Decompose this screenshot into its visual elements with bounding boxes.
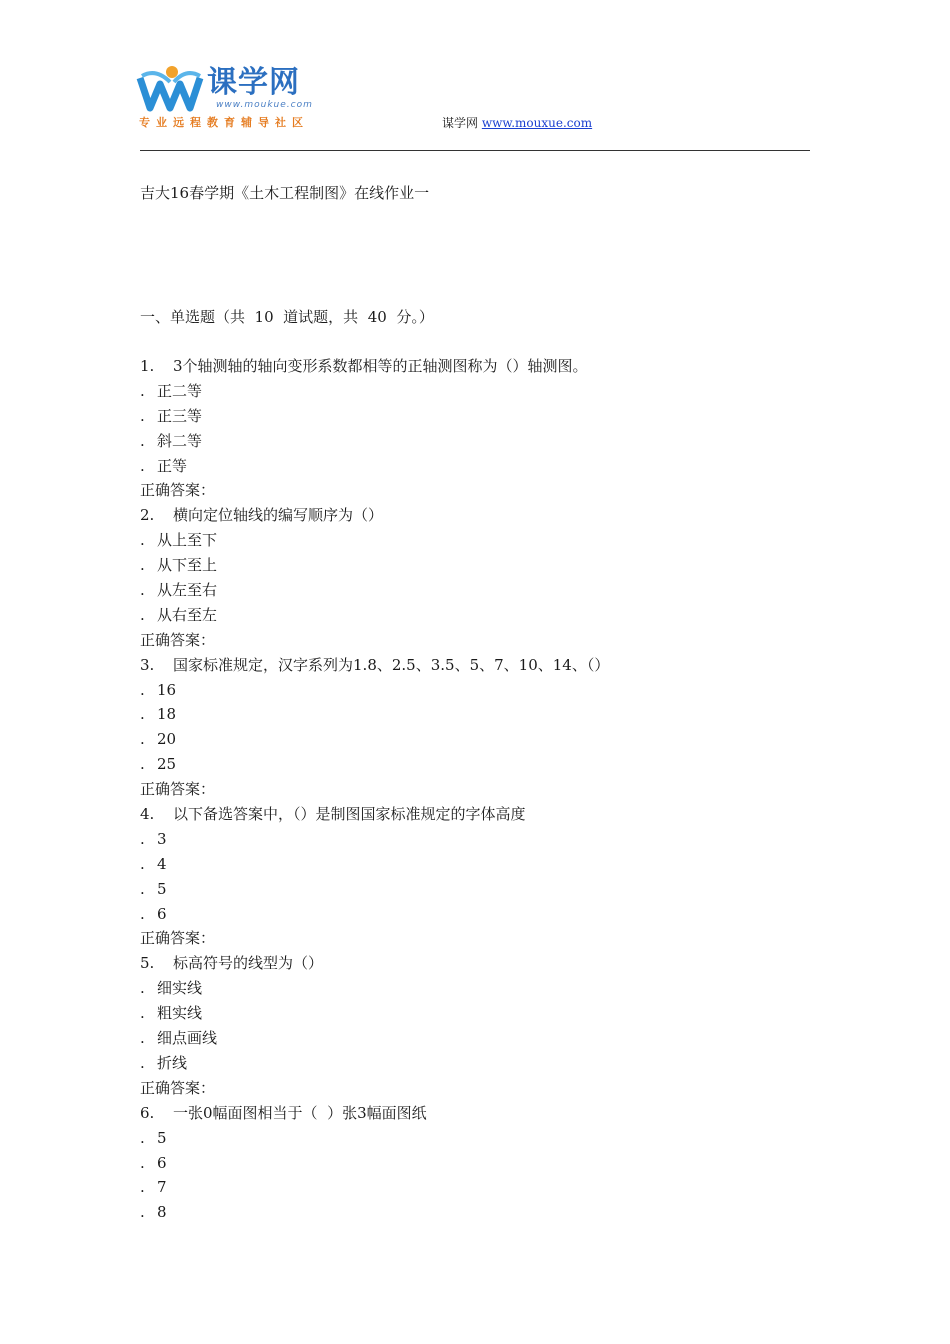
option-marker: . (140, 431, 145, 450)
answer-option (140, 877, 609, 902)
option-text: 细点画线 (157, 1029, 218, 1048)
question-text: 国家标准规定，汉字系列为1.8、2.5、3.5、5、7、10、14、（） (173, 655, 610, 674)
option-text: 从上至下 (157, 531, 218, 550)
question-number: 3. (140, 655, 155, 674)
option-text: 25 (157, 755, 177, 774)
option-marker: . (140, 904, 145, 923)
answer-option (140, 902, 609, 927)
option-marker: . (140, 1128, 145, 1147)
option-text: 7 (157, 1178, 167, 1197)
answer-option (140, 752, 609, 777)
option-text: 16 (157, 680, 177, 699)
answer-option (140, 976, 609, 1001)
question-text: 一张0幅面图相当于（ ）张3幅面图纸 (173, 1103, 427, 1122)
option-marker: . (140, 406, 145, 425)
answer-option (140, 379, 609, 404)
header-divider (140, 150, 810, 151)
option-text: 从下至上 (157, 556, 218, 575)
book-logo-icon (136, 64, 206, 114)
question-number: 6. (140, 1103, 155, 1122)
option-marker: . (140, 730, 145, 749)
site-label: 谋学网 (442, 116, 479, 130)
question-text: 标高符号的线型为（） (173, 954, 324, 973)
answer-label: 正确答案： (140, 630, 216, 649)
answer-option (140, 1026, 609, 1051)
option-text: 正等 (157, 456, 188, 475)
option-marker: . (140, 705, 145, 724)
logo-slogan: 专业远程教育辅导社区 (139, 116, 309, 129)
option-marker: . (140, 829, 145, 848)
option-text: 斜二等 (157, 431, 203, 450)
option-text: 18 (157, 705, 177, 724)
answer-option (140, 1175, 609, 1200)
question-text: 3个轴测轴的轴向变形系数都相等的正轴测图称为（）轴测图。 (173, 357, 588, 375)
answer-option (140, 1051, 609, 1076)
question-stem (140, 354, 609, 379)
answer-option (140, 1126, 609, 1151)
question-stem (140, 503, 609, 528)
question-stem (140, 802, 609, 827)
answer-option (140, 578, 609, 603)
option-marker: . (140, 1178, 145, 1197)
answer-option (140, 553, 609, 578)
section-heading: 一、单选题（共 10 道试题，共 40 分。） (140, 308, 434, 326)
answer-option (140, 1151, 609, 1176)
answer-option (140, 603, 609, 628)
option-marker: . (140, 879, 145, 898)
option-text: 粗实线 (157, 1004, 203, 1023)
option-text: 8 (157, 1203, 167, 1222)
logo-wordmark: 课学网 (207, 65, 300, 100)
answer-label: 正确答案： (140, 929, 216, 948)
option-text: 4 (157, 854, 167, 873)
option-text: 20 (157, 730, 177, 749)
option-marker: . (140, 680, 145, 699)
question-stem (140, 1101, 609, 1126)
answer-option (140, 1200, 609, 1225)
option-text: 从左至右 (157, 581, 218, 600)
option-marker: . (140, 1053, 145, 1072)
option-text: 6 (157, 1153, 167, 1172)
site-reference (442, 114, 592, 131)
question-stem (140, 653, 609, 678)
page-header (0, 0, 950, 152)
option-text: 6 (157, 904, 167, 923)
option-marker: . (140, 1153, 145, 1172)
answer-option (140, 454, 609, 479)
option-marker: . (140, 456, 145, 475)
option-text: 5 (157, 879, 167, 898)
option-marker: . (140, 1203, 145, 1222)
option-marker: . (140, 979, 145, 998)
question-number: 2. (140, 506, 155, 525)
document-title: 吉大16春学期《土木工程制图》在线作业一 (140, 184, 430, 202)
option-marker: . (140, 755, 145, 774)
option-text: 正三等 (157, 406, 203, 425)
logo-url: www.moukue.com (216, 100, 313, 110)
option-text: 正二等 (157, 381, 203, 400)
option-marker: . (140, 854, 145, 873)
answer-label: 正确答案： (140, 780, 216, 799)
option-marker: . (140, 581, 145, 600)
option-text: 从右至左 (157, 605, 218, 624)
answer-option (140, 528, 609, 553)
answer-option (140, 702, 609, 727)
option-text: 细实线 (157, 979, 203, 998)
question-number: 4. (140, 805, 155, 824)
answer-label: 正确答案： (140, 1078, 216, 1097)
question-number: 5. (140, 954, 155, 973)
answer-option (140, 827, 609, 852)
answer-option (140, 678, 609, 703)
option-marker: . (140, 556, 145, 575)
option-marker: . (140, 531, 145, 550)
option-marker: . (140, 1029, 145, 1048)
option-text: 折线 (157, 1053, 188, 1072)
question-text: 以下备选答案中，（）是制图国家标准规定的字体高度 (173, 805, 526, 824)
question-text: 横向定位轴线的编写顺序为（） (173, 506, 384, 525)
option-marker: . (140, 1004, 145, 1023)
question-number: 1. (140, 357, 155, 375)
question-list (140, 354, 609, 1225)
option-marker: . (140, 605, 145, 624)
question-stem (140, 951, 609, 976)
option-text: 3 (157, 829, 167, 848)
answer-option (140, 727, 609, 752)
option-marker: . (140, 381, 145, 400)
answer-label: 正确答案： (140, 481, 216, 500)
answer-option (140, 1001, 609, 1026)
answer-option (140, 404, 609, 429)
site-logo (136, 64, 336, 134)
site-link[interactable]: www.mouxue.com (481, 116, 593, 130)
option-text: 5 (157, 1128, 167, 1147)
answer-option (140, 852, 609, 877)
answer-option (140, 429, 609, 454)
